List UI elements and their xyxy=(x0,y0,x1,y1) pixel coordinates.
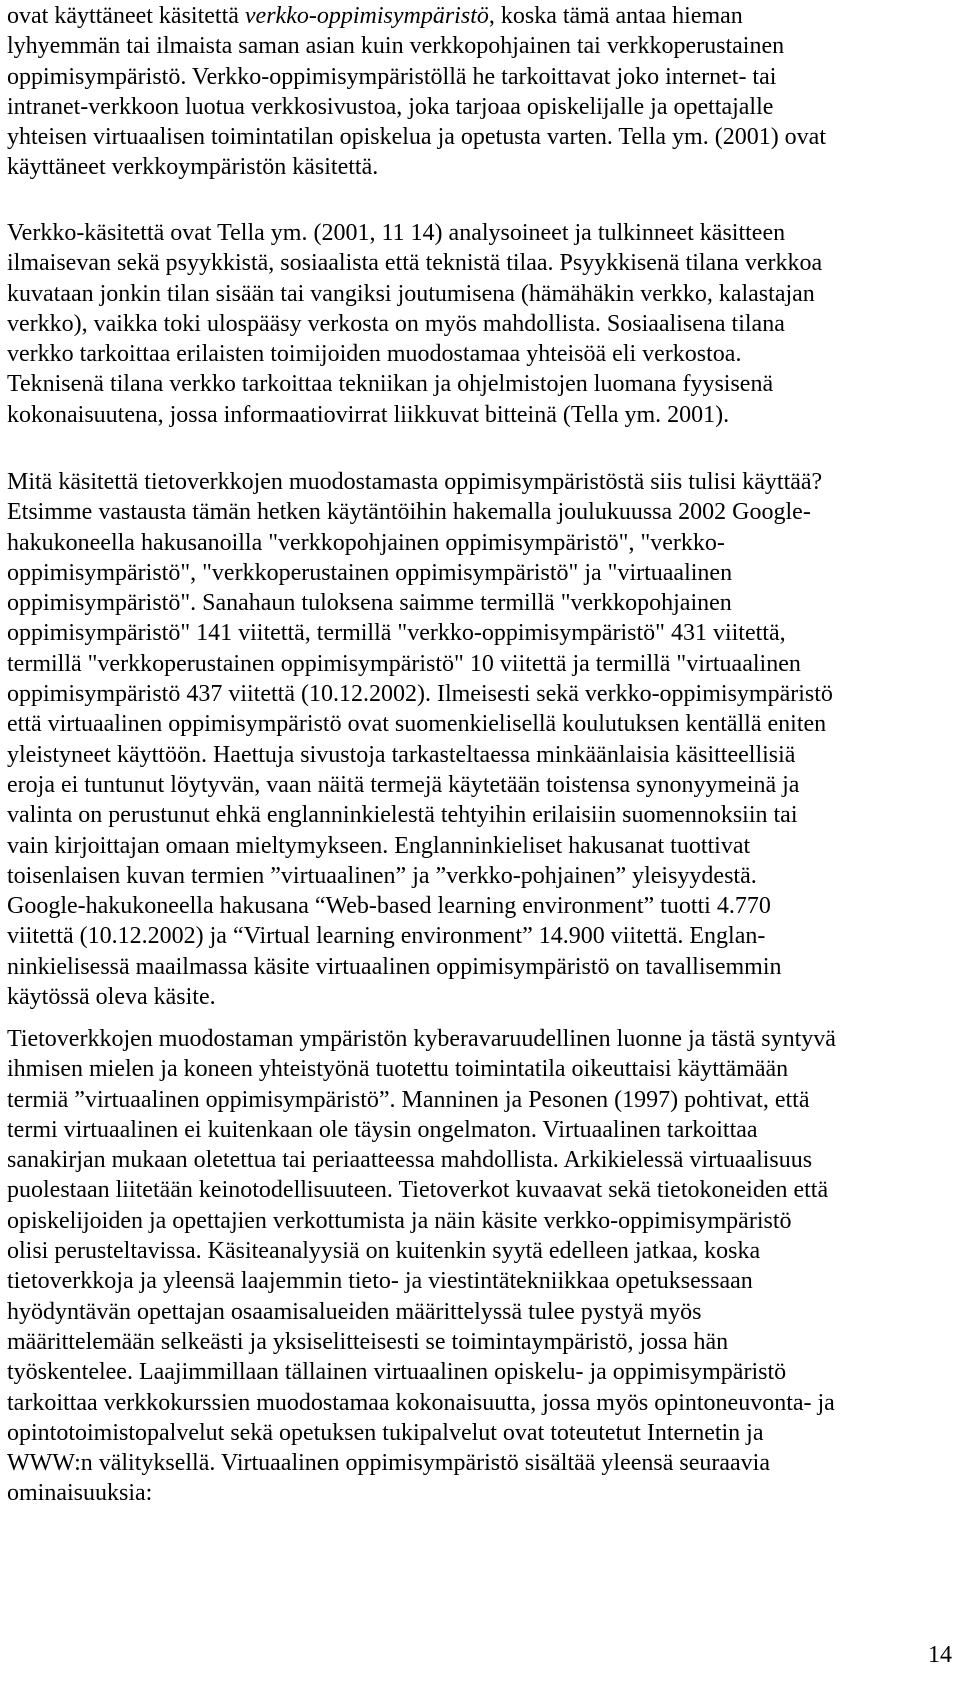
text-line: käyttäneet verkkoympäristön käsitettä. xyxy=(7,154,379,181)
text-line: Teknisenä tilana verkko tarkoittaa tekniikan ja ohjelmistojen luomana fyysisenä xyxy=(7,371,774,398)
text-line: WWW:n välityksellä. Virtuaalinen oppimisympäristö sisältää yleensä seuraavia xyxy=(7,1450,770,1477)
text-line: käytössä oleva käsite. xyxy=(7,984,216,1011)
text-line: kokonaisuutena, jossa informaatiovirrat liikkuvat bitteinä (Tella ym. 2001). xyxy=(7,401,730,428)
text-line: opiskelijoiden ja opettajien verkottumista ja näin käsite verkko-oppimisympäristö xyxy=(7,1207,792,1234)
paragraph-1 xyxy=(7,1,826,183)
text-line: yhteisen virtuaalisen toimintatilan opiskelua ja opetusta varten. Tella ym. (2001) ovat xyxy=(7,124,826,151)
text-line: viitettä (10.12.2002) ja “Virtual learning environment” 14.900 viitettä. Englan- xyxy=(7,923,766,950)
text-line: opintotoimistopalvelut sekä opetuksen tukipalvelut ovat toteutetut Internetin ja xyxy=(7,1419,764,1446)
text-line: ninkielisessä maailmassa käsite virtuaalinen oppimisympäristö on tavallisemmin xyxy=(7,953,782,980)
text-line: valinta on perustunut ehkä englanninkielestä tehtyihin erilaisiin suomennoksiin tai xyxy=(7,802,798,829)
text-line: toisenlaisen kuvan termien ”virtuaalinen” ja ”verkko-pohjainen” yleisyydestä. xyxy=(7,862,757,889)
text-line: oppimisympäristö". Sanahaun tuloksena saimme termillä "verkkopohjainen xyxy=(7,590,732,617)
text-line: kuvataan jonkin tilan sisään tai vangiksi joutumisena (hämähäkin verkko, kalastajan xyxy=(7,280,815,307)
text-line: työskentelee. Laajimmillaan tällainen virtuaalinen opiskelu- ja oppimisympäristö xyxy=(7,1359,787,1386)
text-line: olisi perusteltavissa. Käsiteanalyysiä on kuitenkin syytä edelleen jatkaa, koska xyxy=(7,1238,761,1265)
text-line: ilmaisevan sekä psyykkistä, sosiaalista että teknistä tilaa. Psyykkisenä tilana verkkoa xyxy=(7,250,823,277)
text-line: oppimisympäristö", "verkkoperustainen oppimisympäristö" ja "virtuaalinen xyxy=(7,559,733,586)
text-line: Etsimme vastausta tämän hetken käytäntöihin hakemalla joulukuussa 2002 Google- xyxy=(7,499,811,526)
text-line: verkko), vaikka toki ulospääsy verkosta on myös mahdollista. Sosiaalisena tilana xyxy=(7,310,785,337)
text-line: tarkoittaa verkkokurssien muodostamaa kokonaisuutta, jossa myös opintoneuvonta- ja xyxy=(7,1389,835,1416)
text-line: ominaisuuksia: xyxy=(7,1480,153,1507)
text-line: termiä ”virtuaalinen oppimisympäristö”. Manninen ja Pesonen (1997) pohtivat, että xyxy=(7,1086,810,1113)
text-line: oppimisympäristö. Verkko-oppimisympäristöllä he tarkoittavat joko internet- tai xyxy=(7,63,777,90)
text-line: oppimisympäristö 437 viitettä (10.12.2002). Ilmeisesti sekä verkko-oppimisympäristö xyxy=(7,681,833,708)
text-line: puolestaan liitetään keinotodellisuuteen. Tietoverkot kuvaavat sekä tietokoneiden että xyxy=(7,1177,829,1204)
text-line: määrittelemään selkeästi ja yksiselitteisesti se toimintaympäristö, jossa hän xyxy=(7,1328,729,1355)
text-line: tietoverkkoja ja yleensä laajemmin tieto- ja viestintätekniikkaa opetuksessaan xyxy=(7,1268,753,1295)
text-line: Google-hakukoneella hakusana “Web-based learning environment” tuotti 4.770 xyxy=(7,893,771,920)
page-number: 14 xyxy=(928,1642,952,1668)
text-line: sanakirjan mukaan oletettua tai periaatteessa mahdollista. Arkikielessä virtuaalisuus xyxy=(7,1147,813,1174)
text-line: Mitä käsitettä tietoverkkojen muodostamasta oppimisympäristöstä siis tulisi käyttää? xyxy=(7,469,823,495)
text-line: oppimisympäristö" 141 viitettä, termillä "verkko-oppimisympäristö" 431 viitettä, xyxy=(7,620,786,647)
text-line: hyödyntävän opettajan osaamisalueiden määrittelyssä tulee pystyä myös xyxy=(7,1298,702,1325)
text-line: ihmisen mielen ja koneen yhteistyönä tuotettu toimintatila oikeuttaisi käyttämään xyxy=(7,1056,789,1083)
text-line: verkko tarkoittaa erilaisten toimijoiden muodostamaa yhteisöä eli verkostoa. xyxy=(7,341,742,368)
text-line: Tietoverkkojen muodostaman ympäristön kyberavaruudellinen luonne ja tästä syntyvä xyxy=(7,1026,836,1052)
paragraph-2 xyxy=(7,218,822,430)
text-line: intranet-verkkoon luotua verkkosivustoa, joka tarjoaa opiskelijalle ja opettajalle xyxy=(7,93,774,120)
text-line: eroja ei tuntunut löytyvän, vaan näitä termejä käytetään toistensa synonyymeinä ja xyxy=(7,771,800,798)
text-line: termi virtuaalinen ei kuitenkaan ole täysin ongelmaton. Virtuaalinen tarkoittaa xyxy=(7,1116,758,1143)
paragraph-3 xyxy=(7,467,833,1012)
text-line: ovat käyttäneet käsitettä verkko-oppimisympäristö, koska tämä antaa hieman xyxy=(7,3,743,29)
text-line: vain kirjoittajan omaan mieltymykseen. Englanninkieliset hakusanat tuottivat xyxy=(7,832,751,859)
paragraph-4 xyxy=(7,1024,836,1509)
text-line: että virtuaalinen oppimisympäristö ovat suomenkielisellä koulutuksen kentällä eniten xyxy=(7,711,827,738)
text-line: yleistyneet käyttöön. Haettuja sivustoja tarkasteltaessa minkäänlaisia käsitteellisiä xyxy=(7,741,796,768)
text-line: lyhyemmän tai ilmaista saman asian kuin verkkopohjainen tai verkkoperustainen xyxy=(7,33,785,60)
text-line: termillä "verkkoperustainen oppimisympäristö" 10 viitettä ja termillä "virtuaalinen xyxy=(7,650,801,677)
text-line: hakukoneella hakusanoilla "verkkopohjainen oppimisympäristö", "verkko- xyxy=(7,529,725,556)
text-line: Verkko-käsitettä ovat Tella ym. (2001, 11 14) analysoineet ja tulkinneet käsitteen xyxy=(7,220,786,246)
